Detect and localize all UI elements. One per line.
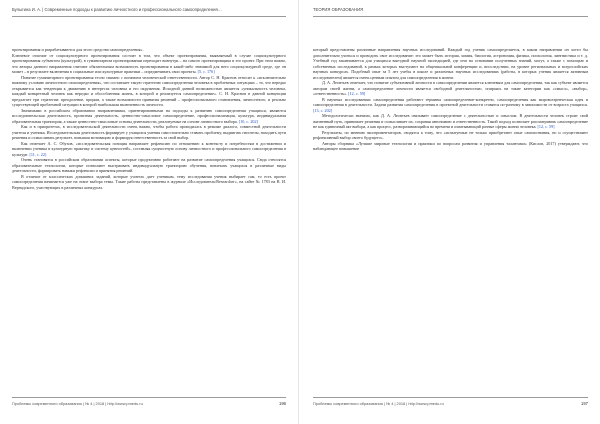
- header-rule: [313, 16, 588, 17]
- paragraph-text: Как и в приоритетах, в исследовательской деятельности очень важно, чтобы работа проводилась в режиме диалога, совместной деятельности учителя и ученика. Исследовательская деятельность формирует у учащихся умения самостоятельно ставить проблему, выдвигать гипотезы, находить пути решения и осмысливать результат, повышая мотивацию и формируя ответственность за свой выбор.: [12, 124, 286, 140]
- footer-rule: [12, 397, 286, 398]
- page-number: 196: [279, 401, 286, 406]
- paragraph-text: Методологически значимо, как Д. А. Леонтьев связывает самоопределение с деятельностью и смыслом. В деятельности человек строит свой жизненный путь, принимает решения и осмысливает их, сохраняя автономию и ответственность. Такой подход позволяет рассматривать самоопределение не как единичный акт выбора, а как процесс, разворачивающийся во времени и охватывающий разные сферы жизни человека.: [313, 113, 588, 129]
- paragraph-text: Д. А. Леонтьев отмечает, что понятие субъективной личности в самоопределении является ключевым для самоопределения, так как субъект является актором своей жизни, а самоопределение личности является свободной деятельностью, опираясь на такие категории как «смысл», «выбор», «ответственность».: [313, 80, 588, 96]
- paragraph-text: В научных исследованиях самоопределения работают термины самоопределение-конкретно, самоопределения как мировоззренческая идея и самоопределения в деятельности. Задачи развития самоопределения в проектной деятельности ставятся по-разному в зависимости от возраста учащихся.: [313, 96, 588, 107]
- citation-link[interactable]: [10, с. 202]: [238, 118, 258, 124]
- paragraph: [313, 130, 588, 141]
- paragraph: [12, 75, 286, 108]
- paragraph-text: Ключевое отличие от социокультурного проектирования состоит в том, что объект проектирования, выявляемый в случае социокультурного проектирования субъектом (культурой), в гуманитарном проектировании переходит вовнутрь – на самого проектировщика и его проект. При этом важно, что авторы данного направления считают обязательным возможность проектирования в какой-либо значимой для него социокультурной среде, где он может – в результате включения в социальные или культурные практики – опредмечивать свои проекты.: [12, 52, 286, 74]
- citation-link[interactable]: [12, с. 59]: [348, 91, 366, 96]
- paragraph: [313, 47, 588, 80]
- footer-citation[interactable]: Проблемы современного образования | № 4 | 2018 | http://www.pmedu.ru: [313, 401, 444, 406]
- section-heading: ТЕОРИЯ ОБРАЗОВАНИЯ: [313, 7, 364, 12]
- paragraph: [313, 80, 588, 97]
- page-footer: [313, 396, 588, 406]
- citation-link[interactable]: [5, с. 176]: [197, 69, 215, 74]
- paragraph-text: Результаты, по мнению экспериментаторов, сводятся к тому, что «испытуемые не только приобретают опыт самопознания, но и осуществляют рефлексивный выбор своего будущего».: [313, 129, 588, 140]
- paragraph-text: В отличие от классических домашних заданий, которые учитель дает ученикам, тему исследования ученик выбирает сам, то есть проект самоопределения начинается уже на этапе выбора темы. Такие работы представлены в журнале «Исследователь/Researcher», на сайте № 1783 на В. И. Вернадского, участвующих в различных конкурсах.: [12, 173, 286, 190]
- paragraph-text: Авторы сборника «Лучшие мировые технологии и практики по вопросам развития и управления талантами» (Кислов, 2017) утверждают, что наблюдающее повышение: [313, 140, 588, 151]
- paragraph-text: Значимыми в российском образовании направлениями, ориентированными на подходы к развитию самоопределения учащихся, являются исследовательская деятельность, проектная деятельность, ценностно-смысловое самоопределение, профессионализация, культура, индивидуальная образовательная траектория, а также ценностно-смысловые основы деятельности, реализуемые на основе личностного выбора.: [12, 107, 286, 124]
- running-head: Булыгина И. А. | Современные подходы к развитию личностного и профессионального самоопределения…: [12, 7, 222, 12]
- paragraph-text: Как отмечает А. С. Обухов, «исследовательская позиция направляет рефлексию по отношению к контексту и потребностям в достижении и включении ученика в культурную практику и систему ценностей», составляя сущностную основу личностного и профессионального самоопределения в культуре.: [12, 140, 286, 157]
- header-rule: [12, 16, 286, 17]
- paragraph-text: Очень становятся в российском образовании аспекты, которые продуктивно работают на развитие самоопределения учащихся. Сюда относятся образовательные технологии, которые позволяют выстраивать индивидуальную траекторию обучения, вовлекать учащихся в различные виды деятельности, формировать навыки рефлексии и принятия решений.: [12, 157, 286, 173]
- paragraph: [12, 141, 286, 158]
- paragraph: [313, 113, 588, 130]
- paragraph: [313, 141, 588, 152]
- body-text: [12, 47, 286, 190]
- paragraph: [12, 174, 286, 191]
- page-number: 197: [581, 401, 588, 406]
- left-page: [0, 0, 299, 424]
- citation-link[interactable]: [13, с. 202]: [313, 107, 333, 113]
- body-text: [313, 47, 588, 152]
- footer-citation[interactable]: Проблемы современного образования | № 4 | 2018 | http://www.pmedu.ru: [12, 401, 143, 406]
- right-page: [301, 0, 600, 424]
- citation-link[interactable]: [11, с. 22]: [29, 151, 47, 157]
- paragraph-text: Понятие гуманитарного проектирования тесно связано с понятием человеческой ответственности. Автор С. Н. Краснов относит к «исключительно важному условию личностного самоопределения», что составляет такую стратегию самоопределения человека в проблемных ситуациях – то, что нередко открывается как тенденция к движению в интересах человека и его окружения. Исходной данной возможностью является «уникальность человека, каждый конкретный человек как нередко и обособленная жизнь, в которой и реализуется самоопределение». С. Н. Краснов в данной концепции предлагает три стратегии: преодоление, прорыв, а также возможности принятия решений – профессионального становления, личностного, и реально существующей проблемной ситуации в которой наибольшая включенность личности.: [12, 74, 286, 107]
- paragraph: [12, 108, 286, 125]
- paragraph: [12, 157, 286, 174]
- page-footer: [12, 396, 286, 406]
- citation-link[interactable]: [12, с. 59]: [537, 124, 555, 129]
- paragraph: [12, 124, 286, 141]
- paragraph-text: проектирования и разрабатываются для этого средства самоопределения».: [12, 47, 144, 52]
- paragraph: [12, 53, 286, 75]
- paragraph: [313, 97, 588, 114]
- footer-rule: [313, 397, 588, 398]
- paragraph-text: который представлены различные направления научных исследований. Каждый год ученик самоопределяется, в каком направлении он хотел бы дополнительно учиться и проводить свое исследование: это может быть история, химия, биология, астрономия, физика, психология, лингвистика и т. д. Учебный год заканчивается для учащихся выездной научной экспедицией, где они на основании полученных знаний, могут, а также с помощью и собственных исследований, в рамках которых выступают на общешкольной конференции и, впоследствии, на уровне региональных и всероссийских научных конкурсах. Подобный опыт за 5 лет учебы в школе и различных научных исследованиях (работы, в которых ученик является активным исследователем) является очень ценным опытом для самоопределения в жизни.: [313, 47, 588, 80]
